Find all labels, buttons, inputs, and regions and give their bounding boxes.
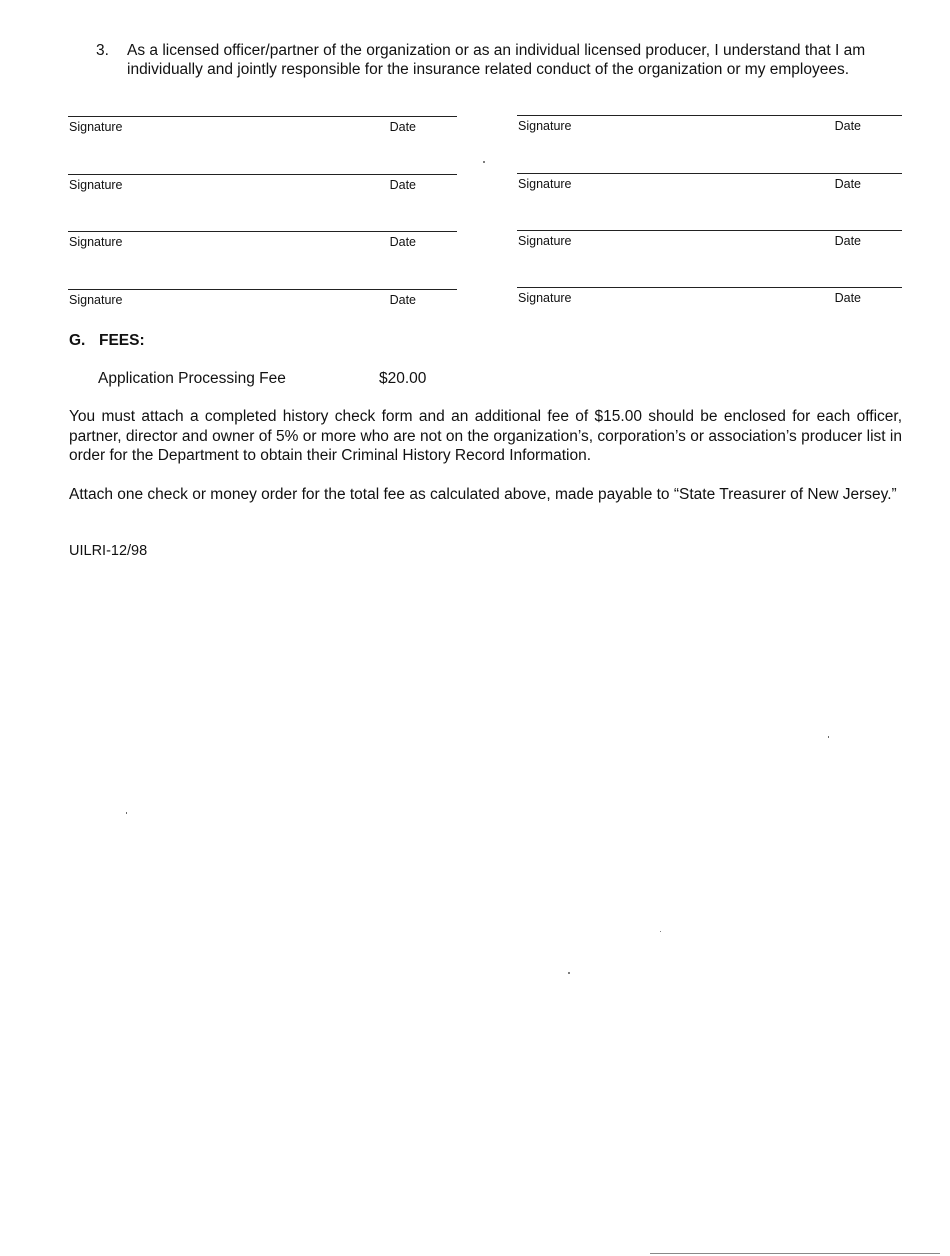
scan-speck bbox=[660, 931, 661, 932]
section-3-number: 3. bbox=[96, 42, 109, 59]
date-label: Date bbox=[389, 293, 416, 307]
scan-speck bbox=[568, 972, 570, 974]
scan-speck bbox=[828, 736, 829, 738]
signature-rule bbox=[68, 289, 457, 290]
signature-label: Signature bbox=[518, 234, 572, 248]
scan-speck bbox=[483, 161, 485, 163]
signature-rule bbox=[517, 230, 902, 231]
date-label: Date bbox=[834, 119, 861, 133]
scan-speck bbox=[126, 812, 127, 814]
signature-line-right-4[interactable] bbox=[517, 287, 902, 309]
signature-line-left-3[interactable] bbox=[68, 231, 457, 253]
form-code: UILRI-12/98 bbox=[69, 543, 148, 559]
signature-label: Signature bbox=[69, 235, 123, 249]
signature-rule bbox=[517, 173, 902, 174]
signature-rule bbox=[68, 174, 457, 175]
fees-heading bbox=[69, 332, 145, 350]
signature-label: Signature bbox=[69, 293, 123, 307]
history-check-paragraph: You must attach a completed history check form and an additional fee of $15.00 should be enclosed for each officer, partner, director and owner of 5% or more who are not on the organization’s, corporation’s or association’s producer list in order for the Department to obtain their Criminal History Record Information. bbox=[69, 408, 902, 464]
signature-label: Signature bbox=[518, 177, 572, 191]
date-label: Date bbox=[834, 177, 861, 191]
date-label: Date bbox=[834, 234, 861, 248]
fee-item-label: Application Processing Fee bbox=[98, 370, 286, 387]
signature-label: Signature bbox=[69, 178, 123, 192]
signature-line-left-2[interactable] bbox=[68, 174, 457, 196]
date-label: Date bbox=[389, 120, 416, 134]
scan-edge-rule bbox=[650, 1253, 940, 1254]
fees-section-letter: G. bbox=[69, 332, 86, 349]
signature-line-left-4[interactable] bbox=[68, 289, 457, 311]
date-label: Date bbox=[389, 235, 416, 249]
signature-label: Signature bbox=[518, 291, 572, 305]
payment-instructions-paragraph: Attach one check or money order for the total fee as calculated above, made payable to “State Treasurer of New Jersey.” bbox=[69, 486, 897, 503]
section-3-statement bbox=[96, 41, 908, 79]
signature-rule bbox=[68, 231, 457, 232]
section-3-text: As a licensed officer/partner of the organization or as an individual licensed producer, I understand that I am individually and jointly responsible for the insurance related conduct of the organization or my employees. bbox=[127, 42, 866, 78]
date-label: Date bbox=[389, 178, 416, 192]
signature-rule bbox=[517, 287, 902, 288]
signature-label: Signature bbox=[69, 120, 123, 134]
signature-line-right-1[interactable] bbox=[517, 115, 902, 137]
signature-line-right-2[interactable] bbox=[517, 173, 902, 195]
fees-heading-text: FEES: bbox=[99, 332, 145, 349]
signature-rule bbox=[517, 115, 902, 116]
date-label: Date bbox=[834, 291, 861, 305]
signature-rule bbox=[68, 116, 457, 117]
fee-item-amount: $20.00 bbox=[379, 370, 427, 387]
signature-label: Signature bbox=[518, 119, 572, 133]
signature-line-right-3[interactable] bbox=[517, 230, 902, 252]
signature-line-left-1[interactable] bbox=[68, 116, 457, 138]
